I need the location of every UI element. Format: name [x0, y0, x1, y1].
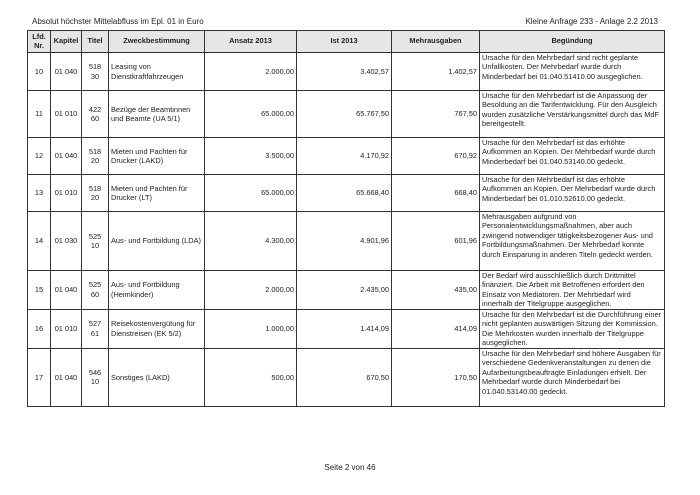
cell-nr: 10	[28, 53, 51, 91]
column-header-titel: Titel	[82, 31, 109, 53]
cell-zweck: Reisekostenvergütung für Dienstreisen (EK 5/2)	[109, 309, 205, 348]
cell-nr: 17	[28, 348, 51, 406]
cell-ansatz: 1.000,00	[205, 309, 297, 348]
table-row	[28, 212, 665, 271]
cell-mehr: 414,09	[392, 309, 480, 348]
column-header-nr: Lfd. Nr.	[28, 31, 51, 53]
cell-begruendung: Ursache für den Mehrbedarf sind höhere Ausgaben für verschiedene Gedenkveranstaltungen zu denen die Aufarbeitungsbeauftragte Einladungen erhielt. Der Mehrbedarf wurde durch Minderbedarf bei 01.040.53140.00 gedeckt.	[480, 348, 665, 406]
cell-kapitel: 01 040	[51, 138, 82, 175]
document-reference: Kleine Anfrage 233 - Anlage 2.2 2013	[525, 17, 658, 26]
cell-begruendung: Mehrausgaben aufgrund von Personalentwicklungsmaßnahmen, aber auch zwingend notwendiger tätigkeitsbezogener Aus- und Fortbildungsmaßnahmen. Der Mehrbedarf konnte durch Einsparung in anderen Titeln gedeckt werden.	[480, 212, 665, 271]
cell-kapitel: 01 040	[51, 348, 82, 406]
cell-ansatz: 2.000,00	[205, 53, 297, 91]
cell-begruendung: Ursache für den Mehrbedarf sind nicht geplante Unfallkosten. Der Mehrbedarf wurde durch Minderbedarf bei 01.040.51410.00 ausgeglichen.	[480, 53, 665, 91]
table-row	[28, 348, 665, 406]
cell-ist: 4.901,96	[297, 212, 392, 271]
cell-zweck: Sonstiges (LAKD)	[109, 348, 205, 406]
cell-titel: 546 10	[82, 348, 109, 406]
cell-zweck: Aus- und Fortbildung (LDA)	[109, 212, 205, 271]
table-row	[28, 138, 665, 175]
page-number: Seite 2 von 46	[324, 463, 376, 472]
cell-mehr: 767,50	[392, 91, 480, 138]
cell-nr: 16	[28, 309, 51, 348]
column-header-zweck: Zweckbestimmung	[109, 31, 205, 53]
cell-ansatz: 500,00	[205, 348, 297, 406]
cell-nr: 14	[28, 212, 51, 271]
table-row	[28, 175, 665, 212]
column-header-ist: Ist 2013	[297, 31, 392, 53]
cell-mehr: 601,96	[392, 212, 480, 271]
cell-titel: 518 20	[82, 138, 109, 175]
cell-titel: 525 60	[82, 271, 109, 310]
table-row	[28, 309, 665, 348]
cell-zweck: Aus- und Fortbildung (Heimkinder)	[109, 271, 205, 310]
cell-begruendung: Der Bedarf wird ausschließlich durch Drittmittel finanziert. Die Arbeit mit Betroffenen erfordert den Einsatz von Mediatoren. Der Mehrbedarf wird innerhalb der Titelgruppe ausgeglichen.	[480, 271, 665, 310]
table-header-row	[28, 31, 665, 53]
cell-zweck: Mieten und Pachten für Drucker (LT)	[109, 175, 205, 212]
cell-nr: 12	[28, 138, 51, 175]
cell-ist: 65.668,40	[297, 175, 392, 212]
cell-begruendung: Ursache für den Mehrbedarf ist das erhöhte Aufkommen an Kopien. Der Mehrbedarf wurde durch Minderbedarf bei 01.010.52610.00 gedeckt.	[480, 175, 665, 212]
cell-ist: 670,50	[297, 348, 392, 406]
cell-nr: 13	[28, 175, 51, 212]
cell-ist: 65.767,50	[297, 91, 392, 138]
cell-mehr: 435,00	[392, 271, 480, 310]
cell-ist: 1.414,09	[297, 309, 392, 348]
cell-kapitel: 01 040	[51, 271, 82, 310]
cell-kapitel: 01 040	[51, 53, 82, 91]
cell-ansatz: 4.300,00	[205, 212, 297, 271]
cell-titel: 518 20	[82, 175, 109, 212]
table-row	[28, 271, 665, 310]
column-header-ansatz: Ansatz 2013	[205, 31, 297, 53]
cell-zweck: Bezüge der Beamtinnen und Beamte (UA 5/1)	[109, 91, 205, 138]
cell-ansatz: 2.000,00	[205, 271, 297, 310]
table-row	[28, 91, 665, 138]
cell-kapitel: 01 010	[51, 175, 82, 212]
cell-begruendung: Ursache für den Mehrbedarf ist das erhöhte Aufkommen an Kopien. Der Mehrbedarf wurde durch Minderbedarf bei 01.040.53140.00 gedeckt.	[480, 138, 665, 175]
cell-titel: 527 61	[82, 309, 109, 348]
cell-mehr: 670,92	[392, 138, 480, 175]
cell-ansatz: 65.000,00	[205, 91, 297, 138]
cell-titel: 422 60	[82, 91, 109, 138]
cell-titel: 518 30	[82, 53, 109, 91]
cell-nr: 15	[28, 271, 51, 310]
cell-kapitel: 01 010	[51, 309, 82, 348]
document-title: Absolut höchster Mittelabfluss im Epl. 01 in Euro	[32, 17, 204, 26]
cell-titel: 525 10	[82, 212, 109, 271]
column-header-begruendung: Begündung	[480, 31, 665, 53]
cell-zweck: Leasing von Dienstkraftfahrzeugen	[109, 53, 205, 91]
cell-begruendung: Ursache für den Mehrbedarf ist die Durchführung einer nicht geplanten auswärtigen Sitzung der Kommission. Die Mehrkosten wurden innerhalb der Titelgruppe ausgeglichen.	[480, 309, 665, 348]
cell-ist: 2.435,00	[297, 271, 392, 310]
cell-mehr: 668,40	[392, 175, 480, 212]
expenditure-table	[27, 30, 665, 407]
column-header-kapitel: Kapitel	[51, 31, 82, 53]
cell-ist: 4.170,92	[297, 138, 392, 175]
cell-kapitel: 01 010	[51, 91, 82, 138]
column-header-mehrausgaben: Mehrausgaben	[392, 31, 480, 53]
cell-kapitel: 01 030	[51, 212, 82, 271]
table-row	[28, 53, 665, 91]
cell-ansatz: 3.500,00	[205, 138, 297, 175]
cell-zweck: Mieten und Pachten für Drucker (LAKD)	[109, 138, 205, 175]
cell-begruendung: Ursache für den Mehrbedarf ist die Anpassung der Besoldung an die Tarifentwicklung. Für den Ausgleich wurden zusätzliche Verstärkungsmittel durch das MdF bereitgestellt.	[480, 91, 665, 138]
cell-ist: 3.402,57	[297, 53, 392, 91]
cell-mehr: 170,50	[392, 348, 480, 406]
cell-ansatz: 65.000,00	[205, 175, 297, 212]
cell-nr: 11	[28, 91, 51, 138]
cell-mehr: 1.402,57	[392, 53, 480, 91]
